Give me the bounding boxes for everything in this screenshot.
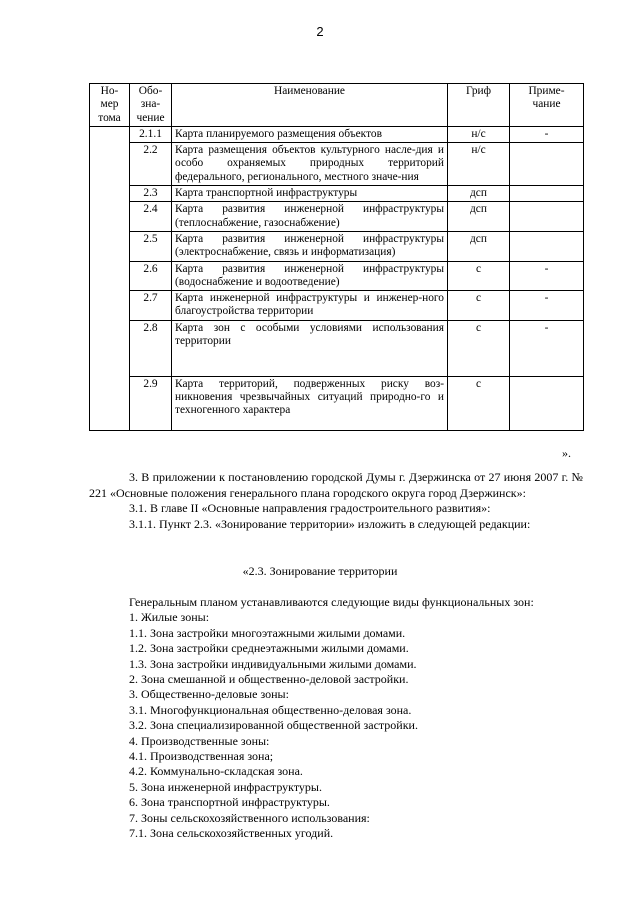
page-number: 2 (316, 24, 324, 39)
paragraph-3-1-1: 3.1.1. Пункт 2.3. «Зонирование территории» изложить в следующей редакции: (129, 516, 531, 531)
list-item: 1. Жилые зоны: (129, 610, 210, 625)
list-item: 3.2. Зона специализированной общественной застройки. (129, 718, 418, 733)
header-volume: Но- мер тома (90, 84, 130, 127)
amendment-paragraphs (89, 470, 583, 532)
table-row (90, 186, 584, 202)
table-row (90, 143, 584, 186)
row-note (510, 186, 584, 202)
row-code: 2.6 (130, 261, 172, 291)
header-grif: Гриф (448, 84, 510, 127)
row-grif: дсп (448, 202, 510, 232)
row-note: - (510, 261, 584, 291)
row-grif: с (448, 261, 510, 291)
table-row (90, 291, 584, 321)
table-row (90, 202, 584, 232)
row-code: 2.9 (130, 376, 172, 430)
row-grif: н/с (448, 143, 510, 186)
row-code: 2.8 (130, 320, 172, 376)
row-name: Карта развития инженерной инфраструктуры (электроснабжение, связь и информатизация) (172, 231, 448, 261)
row-note: - (510, 126, 584, 142)
list-item: 3.1. Многофункциональная общественно-деловая зона. (129, 702, 412, 717)
volume-cell (90, 126, 130, 430)
row-name: Карта транспортной инфраструктуры (172, 186, 448, 202)
row-grif: с (448, 291, 510, 321)
list-item: 1.1. Зона застройки многоэтажными жилыми домами. (129, 625, 406, 640)
header-note: Приме- чание (510, 84, 584, 127)
row-grif: с (448, 320, 510, 376)
row-name: Карта инженерной инфраструктуры и инженер-ного благоустройства территории (172, 291, 448, 321)
list-item: 4.2. Коммунально-складская зона. (129, 764, 303, 779)
table-header-row (90, 84, 584, 127)
row-note (510, 376, 584, 430)
header-name: Наименование (172, 84, 448, 127)
row-note (510, 143, 584, 186)
list-item: 2. Зона смешанной и общественно-деловой застройки. (129, 672, 409, 687)
row-note: - (510, 320, 584, 376)
row-note: - (510, 291, 584, 321)
list-item: 5. Зона инженерной инфраструктуры. (129, 779, 322, 794)
row-name: Карта зон с особыми условиями использования территории (172, 320, 448, 376)
paragraph-3: 3. В приложении к постановлению городской Думы г. Дзержинска от 27 июня 2007 г. № 221 «Основные положения генерального плана городского округа город Дзержинск»: (89, 470, 583, 500)
zones-intro: Генеральным планом устанавливаются следующие виды функциональных зон: (129, 595, 534, 609)
row-code: 2.7 (130, 291, 172, 321)
row-grif: с (448, 376, 510, 430)
table-row (90, 231, 584, 261)
list-item: 6. Зона транспортной инфраструктуры. (129, 795, 330, 810)
header-code: Обо- зна- чение (130, 84, 172, 127)
table-row (90, 261, 584, 291)
row-code: 2.3 (130, 186, 172, 202)
row-name: Карта размещения объектов культурного насле-дия и особо охраняемых природных территорий федерального, регионального, местного значе-ния (172, 143, 448, 186)
row-code: 2.1.1 (130, 126, 172, 142)
row-grif: дсп (448, 186, 510, 202)
row-name: Карта планируемого размещения объектов (172, 126, 448, 142)
volumes-table (89, 83, 584, 431)
row-code: 2.5 (130, 231, 172, 261)
list-item: 7.1. Зона сельскохозяйственных угодий. (129, 826, 334, 841)
list-item: 4.1. Производственная зона; (129, 749, 274, 764)
row-note (510, 202, 584, 232)
row-name: Карта развития инженерной инфраструктуры (водоснабжение и водоотведение) (172, 261, 448, 291)
list-item: 4. Производственные зоны: (129, 733, 270, 748)
table-row (90, 376, 584, 430)
zones-list (129, 595, 534, 842)
row-code: 2.4 (130, 202, 172, 232)
list-item: 1.2. Зона застройки среднеэтажными жилыми домами. (129, 641, 409, 656)
closing-quote: ». (562, 446, 571, 460)
list-item: 3. Общественно-деловые зоны: (129, 687, 289, 702)
row-note (510, 231, 584, 261)
row-name: Карта развития инженерной инфраструктуры (теплоснабжение, газоснабжение) (172, 202, 448, 232)
row-name: Карта территорий, подверженных риску воз-никновения чрезвычайных ситуаций природно-го и техногенного характера (172, 376, 448, 430)
list-item: 7. Зоны сельскохозяйственного использования: (129, 810, 370, 825)
row-grif: н/с (448, 126, 510, 142)
section-title: «2.3. Зонирование территории (242, 564, 398, 578)
paragraph-3-1: 3.1. В главе II «Основные направления градостроительного развития»: (129, 501, 491, 516)
row-code: 2.2 (130, 143, 172, 186)
row-grif: дсп (448, 231, 510, 261)
table-row (90, 320, 584, 376)
table-row (90, 126, 584, 142)
list-item: 1.3. Зона застройки индивидуальными жилыми домами. (129, 656, 417, 671)
